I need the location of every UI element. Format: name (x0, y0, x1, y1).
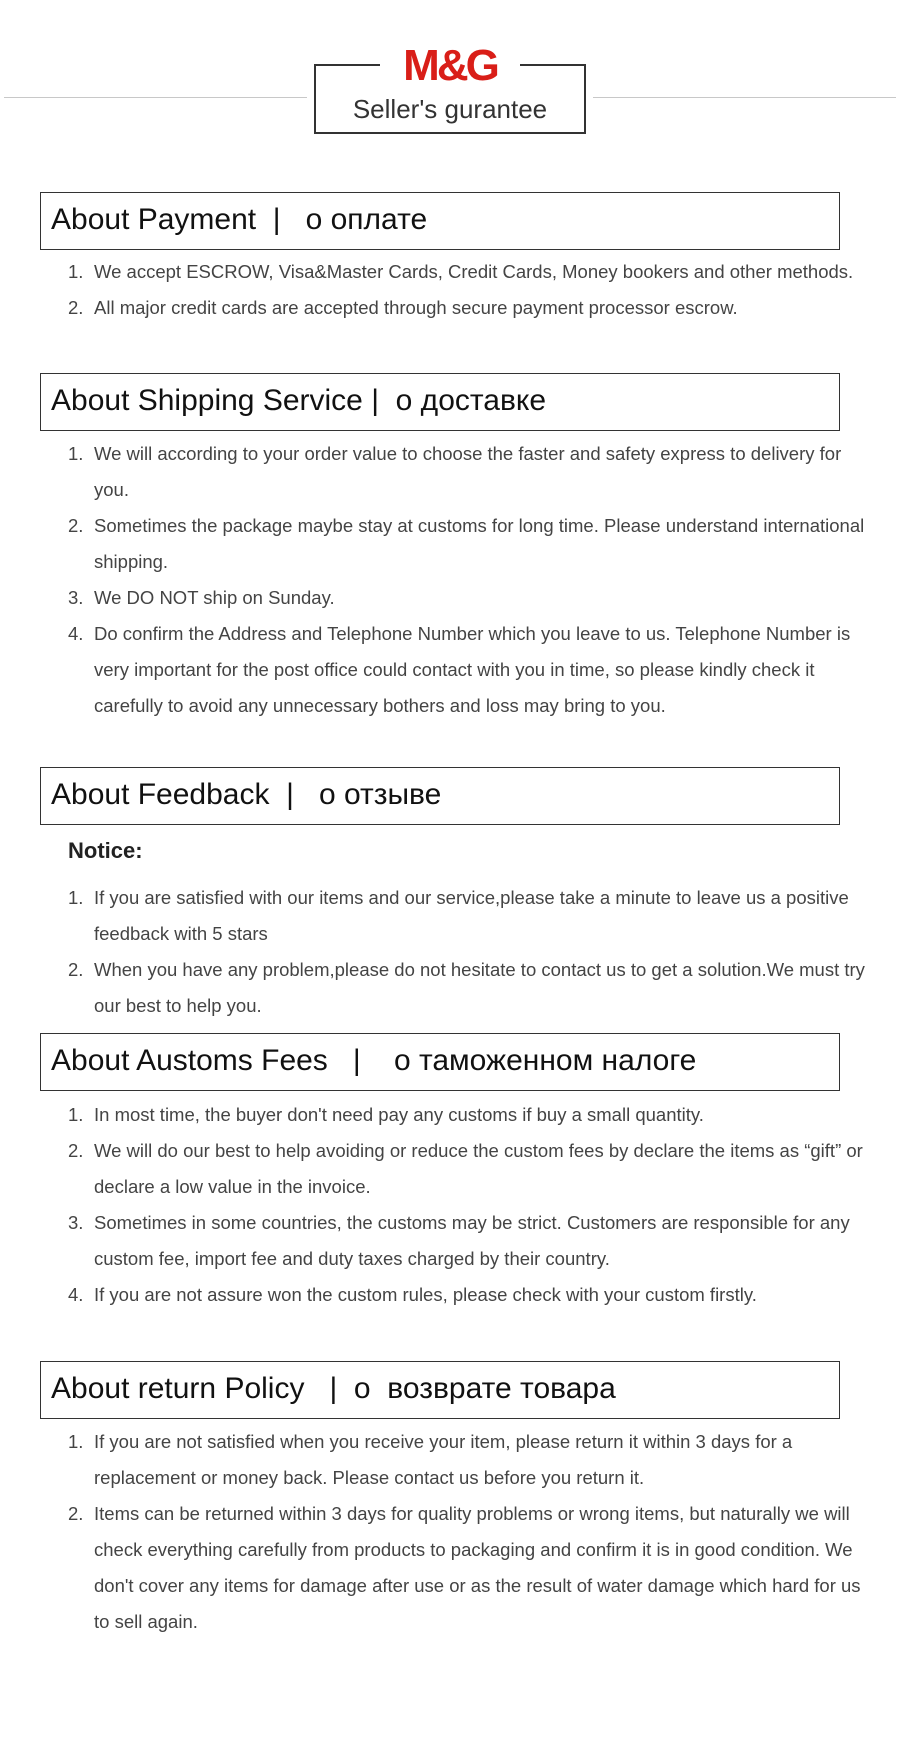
list-item: 1. In most time, the buyer don't need pay any customs if buy a small quantity. (68, 1104, 704, 1125)
list-item: 3. We DO NOT ship on Sunday. (68, 587, 335, 608)
list-item: 3. Sometimes in some countries, the customs may be strict. Customers are responsible for any custom fee, import fee and duty taxes charged by their country. (68, 1212, 850, 1269)
section-title-return-policy: About return Policy | о возврате товара (40, 1361, 840, 1419)
list-item: 4. If you are not assure won the custom rules, please check with your custom firstly. (68, 1284, 757, 1305)
section-title-shipping: About Shipping Service | о доставке (40, 373, 840, 431)
list-item: 2. Items can be returned within 3 days for quality problems or wrong items, but naturally we will check everything carefully from products to packaging and confirm it is in good condition. We don't cover any items for damage after use or as the result of water damage which hard for us to sell again. (68, 1503, 861, 1632)
header-tagline: Seller's gurantee (352, 94, 548, 124)
list-item: 2. When you have any problem,please do not hesitate to contact us to get a solution.We must try our best to help you. (68, 959, 865, 1016)
list-item: 1. If you are satisfied with our items and our service,please take a minute to leave us a positive feedback with 5 stars (68, 887, 849, 944)
feedback-notice-heading: Notice: (68, 838, 143, 863)
section-title-payment: About Payment | о оплате (40, 192, 840, 250)
list-item: 2. Sometimes the package maybe stay at customs for long time. Please understand international shipping. (68, 515, 865, 572)
list-item: 1. If you are not satisfied when you receive your item, please return it within 3 days for a replacement or money back. Please contact us before you return it. (68, 1431, 793, 1488)
brand-logo: M&G (380, 42, 520, 90)
header-right-rule (593, 97, 896, 98)
customs-list (68, 1097, 868, 1313)
shipping-list (68, 436, 868, 724)
list-item: 2. All major credit cards are accepted through secure payment processor escrow. (68, 297, 738, 318)
feedback-list (68, 880, 868, 1024)
list-item: 4. Do confirm the Address and Telephone Number which you leave to us. Telephone Number is very important for the post office could contact with you in time, so please kindly check it carefully to avoid any unnecessary bothers and loss may bring to you. (68, 623, 851, 716)
section-title-customs: About Austoms Fees | о таможенном налоге (40, 1033, 840, 1091)
payment-list (68, 254, 868, 326)
list-item: 1. We accept ESCROW, Visa&Master Cards, Credit Cards, Money bookers and other methods. (68, 261, 854, 282)
list-item: 1. We will according to your order value to choose the faster and safety express to delivery for you. (68, 443, 842, 500)
section-title-feedback: About Feedback | о отзыве (40, 767, 840, 825)
return-policy-list (68, 1424, 868, 1640)
header-left-rule (4, 97, 307, 98)
list-item: 2. We will do our best to help avoiding or reduce the custom fees by declare the items as “gift” or declare a low value in the invoice. (68, 1140, 863, 1197)
